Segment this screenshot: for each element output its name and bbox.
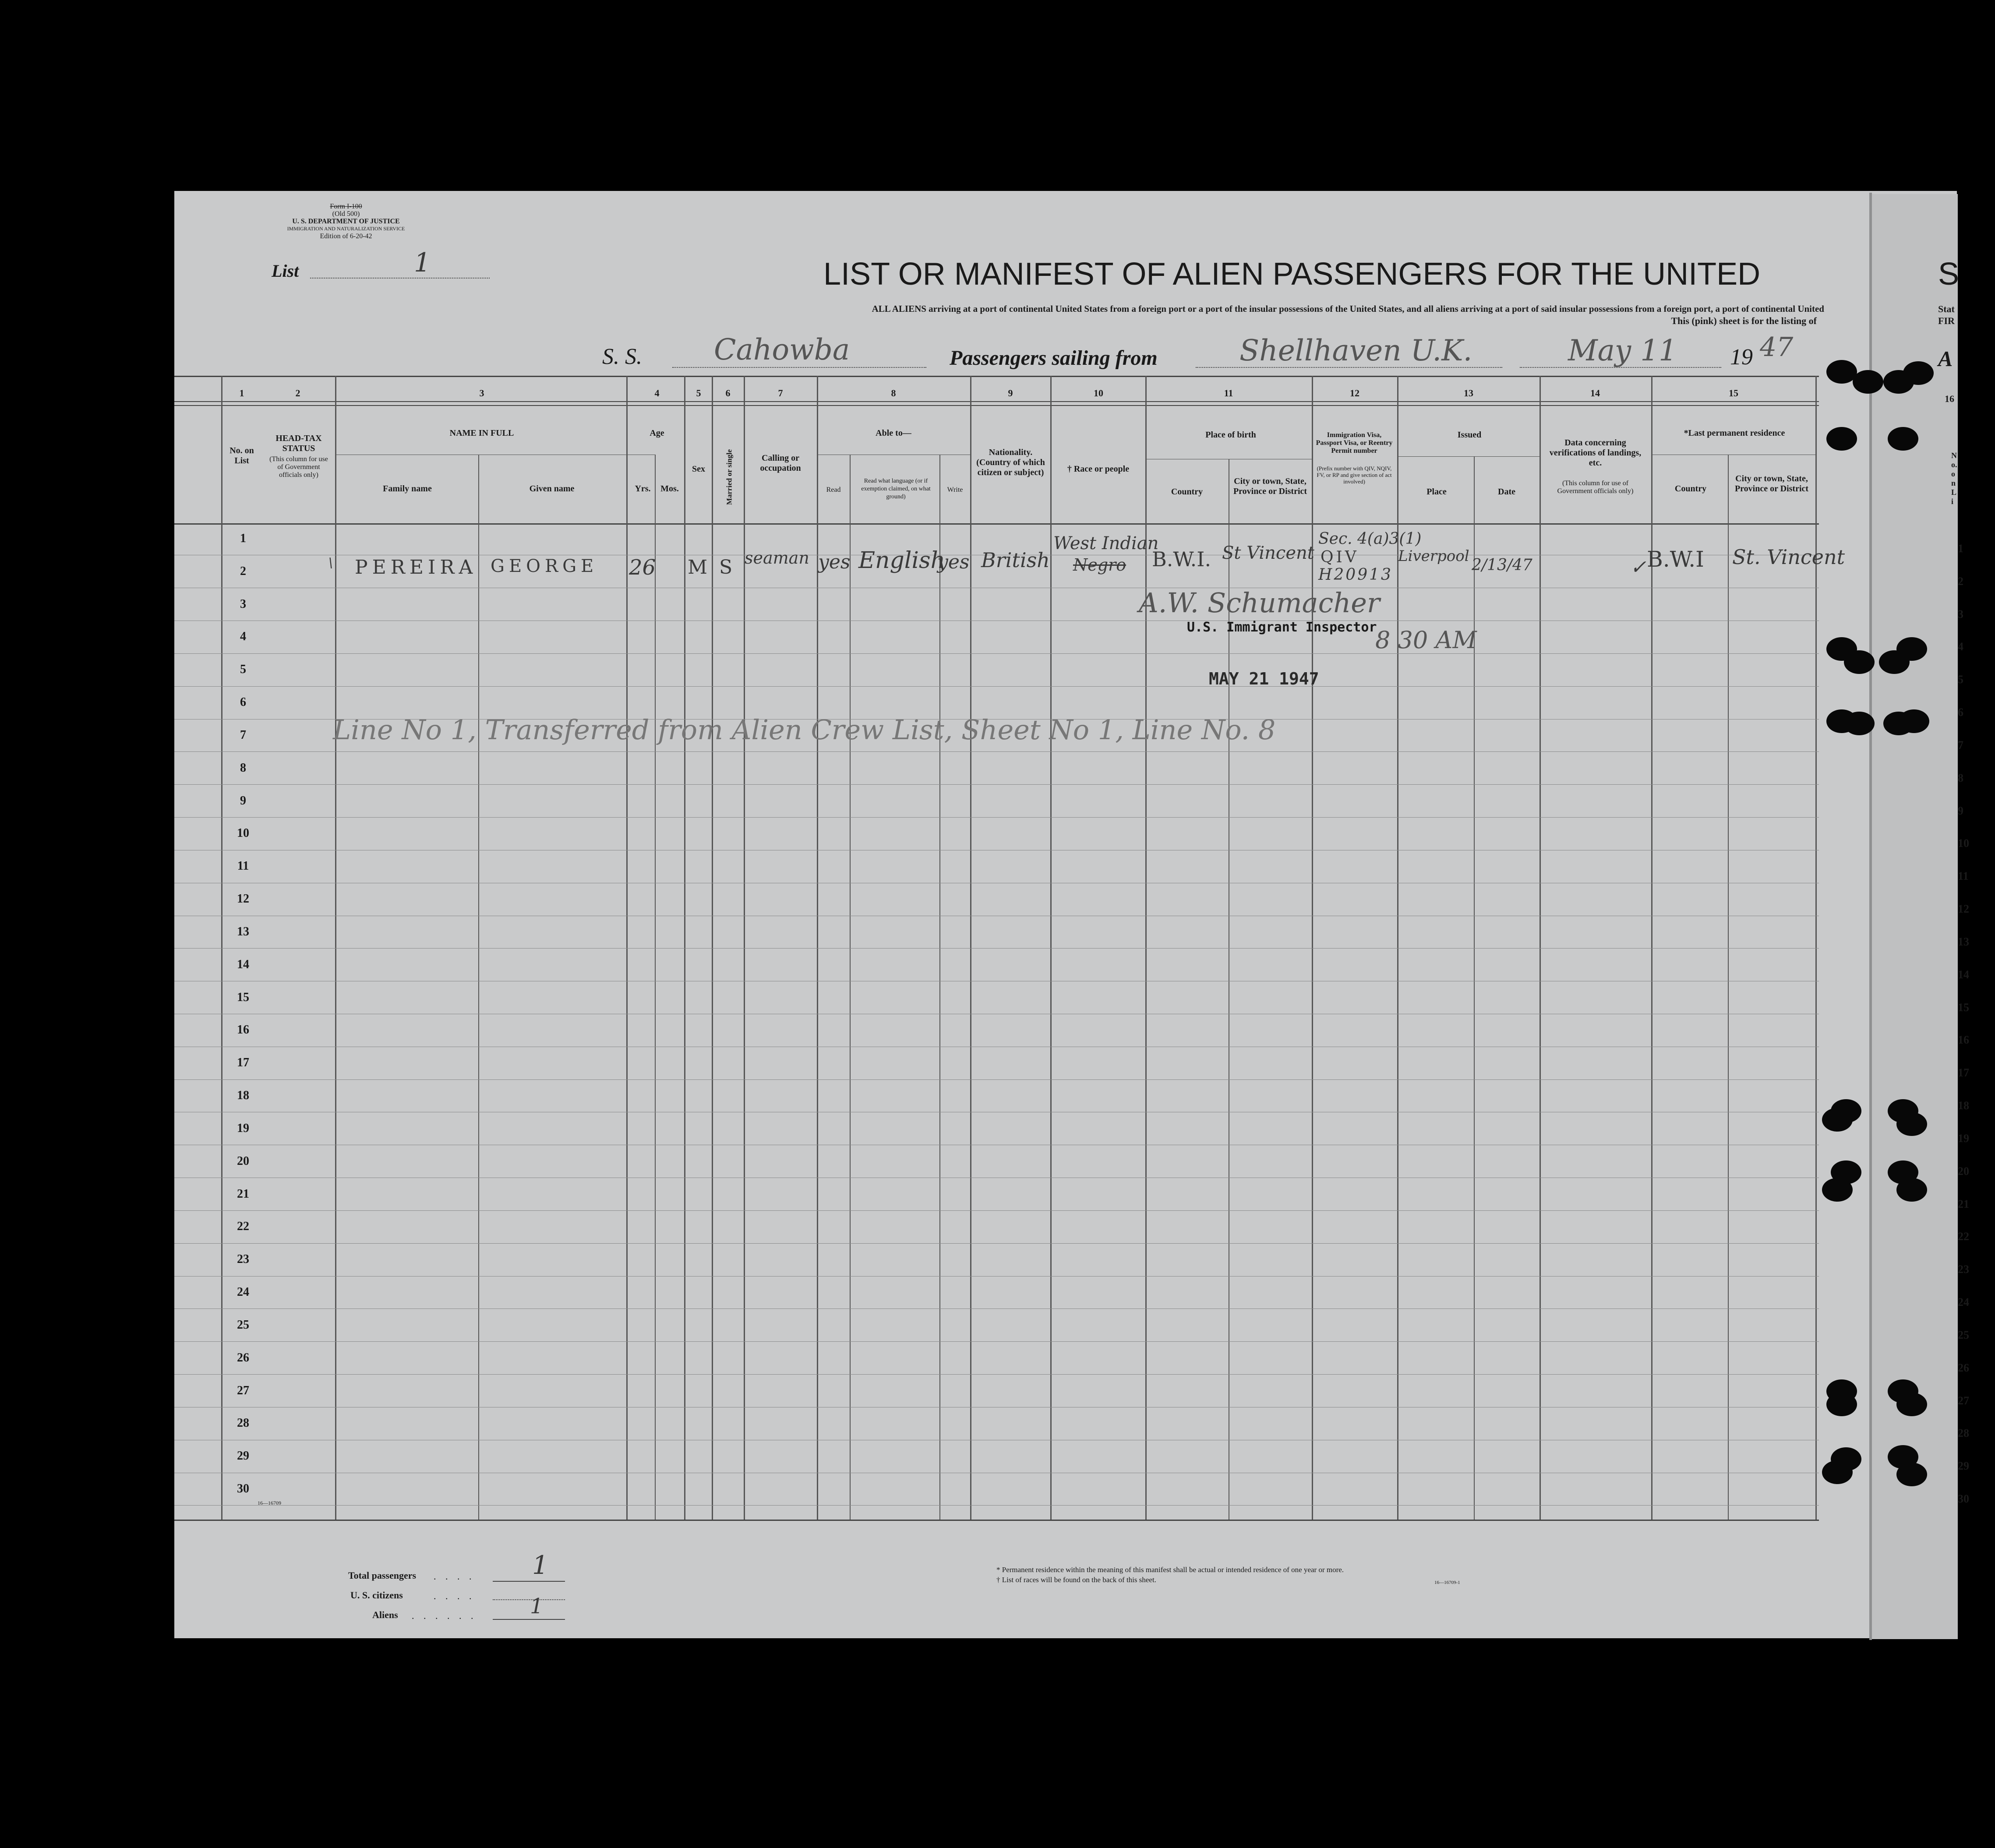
check-mark: ✓ <box>1630 556 1646 578</box>
ship-name: Cahowba <box>714 333 850 367</box>
transfer-note: Line No 1, Transferred from Alien Crew List, Sheet No 1, Line No. 8 <box>333 714 1276 746</box>
colnum-5: 5 <box>696 388 701 399</box>
header-given-name: Given name <box>529 484 575 494</box>
header-birth-country: Country <box>1171 487 1203 497</box>
citizens-label: U. S. citizens <box>350 1590 403 1601</box>
year-suffix: 47 <box>1760 332 1794 363</box>
entry-marital: S <box>719 556 733 578</box>
sailing-date: May 11 <box>1568 334 1677 367</box>
punch-hole <box>1844 650 1875 674</box>
row-number: 19 <box>237 1121 249 1135</box>
punch-hole <box>1896 637 1927 661</box>
next-title-fragment: S <box>1938 257 1960 292</box>
row-number: 27 <box>237 1384 249 1397</box>
next-sheet-row-number: 13 <box>1958 935 1969 948</box>
entry-visa-2: QIV <box>1321 548 1359 566</box>
entry-res-city: St. Vincent <box>1732 545 1845 569</box>
punch-hole <box>1826 427 1857 451</box>
table-row <box>174 948 1819 949</box>
col-line-8b <box>939 455 940 1520</box>
col-line-3 <box>626 376 628 1520</box>
punch-hole <box>1896 1393 1927 1416</box>
colnum-6: 6 <box>725 388 731 399</box>
table-row <box>174 1341 1819 1342</box>
header-issued-date: Date <box>1498 487 1515 497</box>
footnote-code: 16—16709-1 <box>1434 1580 1460 1585</box>
list-label: List <box>272 261 299 281</box>
header-name-in-full: NAME IN FULL <box>449 428 514 438</box>
table-row <box>174 1079 1819 1080</box>
col-line-5 <box>712 376 713 1520</box>
header-no-on-list: No. on List <box>230 446 254 466</box>
aliens-leader: . . . . . . <box>412 1610 477 1621</box>
aliens-label: Aliens <box>372 1609 398 1620</box>
next-sheet-row-number: 22 <box>1958 1230 1969 1243</box>
header-write: Write <box>947 486 963 494</box>
total-value: 1 <box>532 1550 548 1580</box>
next-header: No. on Li <box>1951 451 1957 506</box>
header-visa-note: (Prefix number with QIV, NQIV, FV, or RP and give section of act involved) <box>1317 465 1392 485</box>
entry-race: West Indian <box>1053 533 1159 554</box>
entry-visa-3: H20913 <box>1318 566 1393 584</box>
next-sheet-row-number: 4 <box>1958 640 1963 653</box>
footnote-races: † List of races will be found on the back of this sheet. <box>996 1576 1156 1584</box>
next-sheet-row-number: 10 <box>1958 837 1969 850</box>
row-number: 25 <box>237 1318 249 1332</box>
next-sheet-row-number: 26 <box>1958 1361 1969 1374</box>
next-sheet-row-number: 30 <box>1958 1492 1969 1505</box>
header-issued: Issued <box>1457 430 1482 440</box>
punch-hole <box>1896 1463 1927 1486</box>
manifest-title: LIST OR MANIFEST OF ALIEN PASSENGERS FOR THE UNITED <box>823 257 1761 292</box>
next-sheet-row-number: 9 <box>1958 804 1963 817</box>
col-line-13a <box>1474 456 1475 1520</box>
entry-visa-1: Sec. 4(a)3(1) <box>1318 530 1422 548</box>
next-sheet-row-number: 19 <box>1958 1132 1969 1145</box>
list-underline <box>310 278 490 279</box>
colnum-1: 1 <box>239 388 244 399</box>
next-sheet-row-number: 27 <box>1958 1394 1969 1407</box>
table-row <box>174 1308 1819 1309</box>
row-number: 29 <box>237 1449 249 1463</box>
header-issued-place: Place <box>1427 487 1447 497</box>
header-data-note: (This column for use of Government officials only) <box>1557 480 1634 495</box>
row-number: 6 <box>240 695 246 709</box>
aliens-underline <box>493 1619 565 1620</box>
col-line-2 <box>335 376 336 1520</box>
next-sheet-row-number: 29 <box>1958 1460 1969 1472</box>
header-data-concerning: Data concerning verifications of landings, etc. <box>1549 438 1642 468</box>
colnum-13: 13 <box>1464 388 1473 399</box>
next-sheet-row-number: 7 <box>1958 739 1963 751</box>
punch-hole <box>1822 1178 1853 1202</box>
row-number: 10 <box>237 826 249 840</box>
colnum-8: 8 <box>891 388 896 399</box>
punch-hole <box>1899 709 1929 733</box>
row-number: 30 <box>237 1482 249 1495</box>
punch-hole <box>1896 1178 1927 1202</box>
next-sheet-row-number: 12 <box>1958 903 1969 915</box>
entry-write: yes <box>937 551 970 573</box>
next-sheet-row-number: 8 <box>1958 772 1963 784</box>
next-sheet-row-number: 14 <box>1958 968 1969 981</box>
row-number: 1 <box>240 532 246 545</box>
row-number: 22 <box>237 1220 249 1233</box>
row-number: 7 <box>240 728 246 742</box>
punch-hole <box>1826 1393 1857 1416</box>
colnum-10: 10 <box>1094 388 1103 399</box>
row-number: 3 <box>240 597 246 611</box>
entry-language: English <box>858 547 946 574</box>
entry-read: yes <box>818 551 851 573</box>
punch-hole <box>1822 1108 1853 1132</box>
next-line-3: A <box>1938 346 1953 371</box>
ss-label: S. S. <box>602 344 642 369</box>
footnote-residence: * Permanent residence within the meaning of this manifest shall be actual or intended residence of one year or more. <box>996 1566 1344 1574</box>
row-number: 15 <box>237 991 249 1004</box>
header-read: Read <box>826 486 841 494</box>
colnum-7: 7 <box>778 388 783 399</box>
colnum-11: 11 <box>1224 388 1233 399</box>
form-id-block <box>245 203 447 240</box>
next-sheet-row-number: 15 <box>1958 1001 1969 1014</box>
table-row <box>174 1505 1819 1506</box>
header-sex: Sex <box>692 464 705 474</box>
header-race: † Race or people <box>1067 464 1130 474</box>
row-number: 11 <box>237 859 249 873</box>
colnum-12: 12 <box>1350 388 1359 399</box>
table-row <box>174 751 1819 752</box>
colnum-9: 9 <box>1008 388 1013 399</box>
header-age: Age <box>650 428 664 438</box>
entry-given-name: GEORGE <box>491 556 598 576</box>
header-age-mos: Mos. <box>660 484 679 494</box>
punch-hole <box>1903 361 1934 385</box>
header-able-to: Able to— <box>876 428 911 438</box>
next-line-1: Stat <box>1938 303 1955 314</box>
row-number: 9 <box>240 794 246 808</box>
next-sheet-row-number: 20 <box>1958 1165 1969 1178</box>
next-sheet-row-number: 5 <box>1958 673 1963 686</box>
entry-res-country: B.W.I <box>1647 547 1704 572</box>
port-name: Shellhaven U.K. <box>1239 334 1472 367</box>
entry-family-name: PEREIRA <box>355 556 477 578</box>
form-department: U. S. DEPARTMENT OF JUSTICE <box>292 218 400 225</box>
row-number: 18 <box>237 1089 249 1102</box>
row-number: 24 <box>237 1285 249 1299</box>
table-row <box>174 653 1819 654</box>
entry-birth-country: B.W.I. <box>1152 547 1211 571</box>
row-number: 21 <box>237 1187 249 1201</box>
total-leader: . . . . <box>434 1571 475 1582</box>
next-sheet-row-number: 1 <box>1958 542 1963 555</box>
col-line-9 <box>1050 376 1052 1520</box>
row-number: 2 <box>240 564 246 578</box>
table-row <box>174 784 1819 785</box>
list-value: 1 <box>414 247 431 278</box>
col-line-4 <box>684 376 685 1520</box>
header-birth-city: City or town, State, Province or District <box>1233 476 1307 496</box>
tick-mark: \ <box>328 555 333 571</box>
col-line-6 <box>744 376 745 1520</box>
next-sheet-row-number: 6 <box>1958 706 1963 719</box>
punch-hole <box>1822 1460 1853 1484</box>
colnum-line-2 <box>174 405 1819 406</box>
row-number: 26 <box>237 1351 249 1365</box>
header-res-city: City or town, State, Province or District <box>1734 474 1809 494</box>
citizens-leader: . . . . <box>434 1591 475 1601</box>
header-read-language: Read what language (or if exemption claimed, on what ground) <box>861 478 931 500</box>
header-occupation: Calling or occupation <box>760 453 801 473</box>
manifest-subtitle-2: This (pink) sheet is for the listing of <box>1671 315 1817 326</box>
entry-age-yrs: 26 <box>629 555 656 580</box>
ship-underline <box>672 367 926 368</box>
header-head-tax-note: (This column for use of Government officials only) <box>269 455 328 479</box>
table-top-line <box>174 376 1819 377</box>
row-number: 20 <box>237 1154 249 1168</box>
table-row <box>174 1210 1819 1211</box>
entry-issued-place: Liverpool <box>1398 547 1469 565</box>
row-number: 4 <box>240 630 246 643</box>
punch-hole <box>1896 1112 1927 1136</box>
citizens-underline <box>493 1599 565 1600</box>
row-number: 17 <box>237 1056 249 1069</box>
colnum-4: 4 <box>654 388 660 399</box>
entry-race-struck: Negro <box>1073 555 1126 575</box>
next-sheet-row-number: 23 <box>1958 1263 1969 1276</box>
sailing-label: Passengers sailing from <box>950 346 1158 370</box>
header-age-yrs: Yrs. <box>635 484 651 494</box>
colnum-14: 14 <box>1590 388 1600 399</box>
header-nationality: Nationality. (Country of which citizen or subject) <box>976 448 1045 477</box>
year-prefix: 19 <box>1730 345 1753 370</box>
next-sheet-row-number: 25 <box>1958 1329 1969 1341</box>
print-code: 16—16709 <box>258 1500 281 1506</box>
form-old-number: (Old 500) <box>332 210 360 218</box>
entry-nationality: British <box>981 548 1050 572</box>
col-line-15a <box>1728 455 1729 1520</box>
form-service: IMMIGRATION AND NATURALIZATION SERVICE <box>287 226 405 232</box>
sheet-fold <box>1869 193 1872 1640</box>
col-line-8a <box>850 455 851 1520</box>
entry-sex: M <box>688 556 708 578</box>
row-number: 13 <box>237 925 249 938</box>
col-line-13 <box>1540 376 1541 1520</box>
row-number: 14 <box>237 958 249 971</box>
manifest-subtitle: ALL ALIENS arriving at a port of continental United States from a foreign port or a port of the insular possessions of the United States, and all aliens arriving at a port of said insular possessions from a foreign port, a port of continental United <box>872 303 1824 314</box>
next-sheet-row-number: 16 <box>1958 1033 1969 1046</box>
next-sheet-row-number: 24 <box>1958 1296 1969 1308</box>
next-sheet-row-number: 11 <box>1958 870 1969 882</box>
next-colnum: 16 <box>1945 393 1954 404</box>
table-row <box>174 1243 1819 1244</box>
header-head-tax: HEAD-TAX STATUS <box>275 434 322 453</box>
header-last-residence: *Last permanent residence <box>1684 428 1785 438</box>
row-number: 16 <box>237 1023 249 1037</box>
inspector-title: U.S. Immigrant Inspector <box>1187 620 1377 635</box>
next-sheet-row-number: 3 <box>1958 608 1963 621</box>
header-married: Married or single <box>725 449 734 505</box>
header-res-country: Country <box>1674 484 1707 494</box>
next-sheet-row-number: 21 <box>1958 1198 1969 1210</box>
punch-hole <box>1853 370 1883 394</box>
issued-subhead-line <box>1397 456 1540 457</box>
row-number: 12 <box>237 892 249 906</box>
header-visa: Immigration Visa, Passport Visa, or Reentry Permit number <box>1316 431 1393 455</box>
col-line-7 <box>817 376 818 1520</box>
form-number: Form I-100 <box>330 203 362 210</box>
colnum-line <box>174 401 1819 402</box>
punch-hole <box>1888 427 1918 451</box>
table-bottom-line <box>174 1520 1819 1521</box>
table-row <box>174 1374 1819 1375</box>
header-family-name: Family name <box>383 484 432 494</box>
entry-birth-city: St Vincent <box>1222 543 1314 563</box>
colnum-3: 3 <box>479 388 484 399</box>
entry-issued-date: 2/13/47 <box>1472 556 1532 574</box>
col-line-1 <box>221 376 222 1520</box>
next-sheet-row-number: 2 <box>1958 575 1963 588</box>
stamp-time: 8 30 AM <box>1375 626 1477 654</box>
row-number: 8 <box>240 761 246 775</box>
row-number: 28 <box>237 1416 249 1430</box>
next-sheet-row-number: 28 <box>1958 1427 1969 1439</box>
punch-hole <box>1844 712 1875 735</box>
col-line-3a <box>478 455 479 1520</box>
next-sheet-edge <box>1870 194 1958 1639</box>
colnum-15: 15 <box>1729 388 1738 399</box>
aliens-value: 1 <box>530 1594 544 1619</box>
row-number: 23 <box>237 1252 249 1266</box>
inspector-signature: A.W. Schumacher <box>1139 587 1380 619</box>
table-row <box>174 1276 1819 1277</box>
header-place-of-birth: Place of birth <box>1205 430 1256 440</box>
next-line-2: FIR <box>1938 315 1955 326</box>
table-row <box>174 817 1819 818</box>
manifest-sheet <box>174 191 1960 1638</box>
header-bottom-line <box>174 523 1819 525</box>
total-label: Total passengers <box>348 1570 417 1581</box>
next-sheet-row-number: 18 <box>1958 1099 1969 1112</box>
stamp-date: MAY 21 1947 <box>1209 669 1319 688</box>
colnum-2: 2 <box>295 388 300 399</box>
total-underline <box>493 1581 565 1582</box>
col-line-8 <box>970 376 971 1520</box>
next-sheet-row-number: 17 <box>1958 1066 1969 1079</box>
row-number: 5 <box>240 663 246 676</box>
entry-occupation: seaman <box>745 548 809 568</box>
form-edition: Edition of 6-20-42 <box>320 233 372 240</box>
col-line-4a <box>655 455 656 1520</box>
table-row <box>174 686 1819 687</box>
